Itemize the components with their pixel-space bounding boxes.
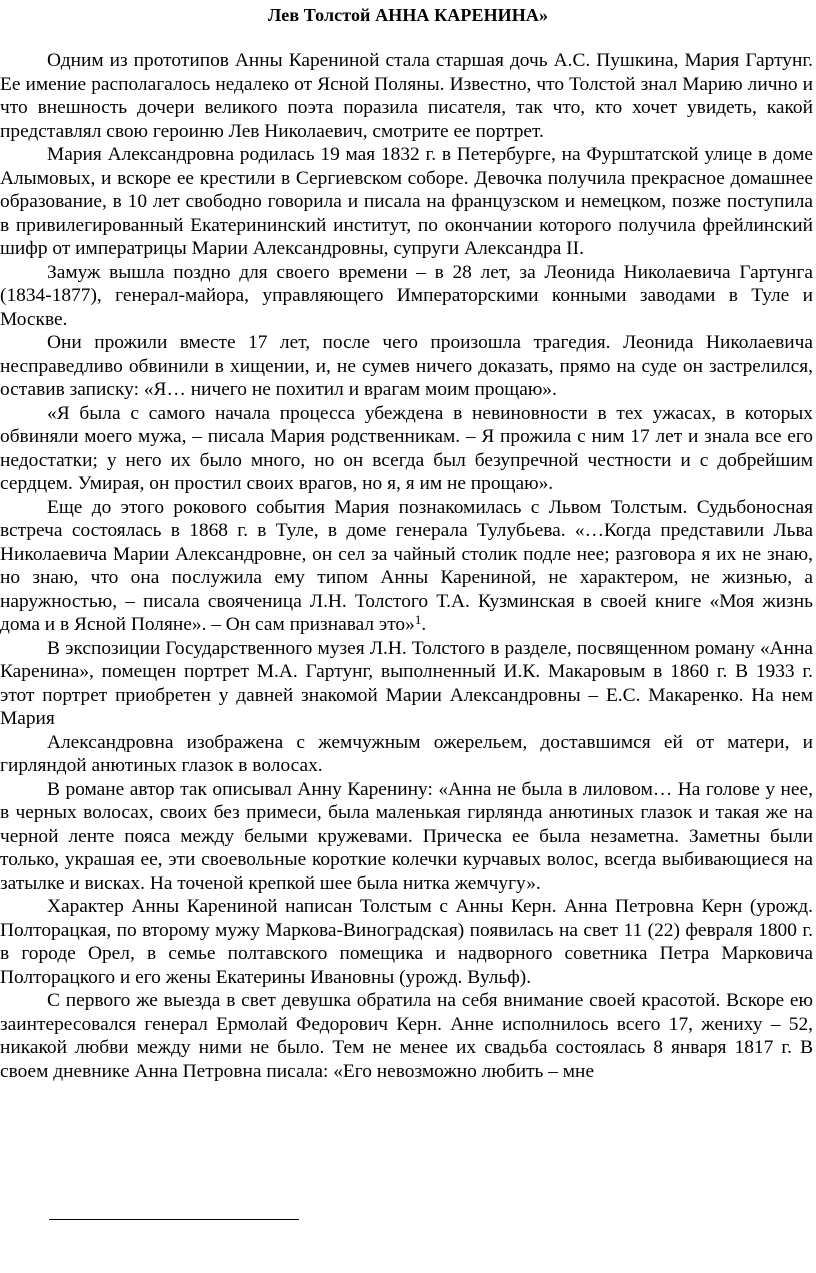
paragraph-7: В экспозиции Государственного музея Л.Н. Толстого в разделе, посвященном роману «Анна Каренина», помещен портрет М.А. Гартунг, выполненный И.К. Макаровым в 1860 г. В 1933 г. этот портрет приобретен у давней знакомой Марии Александровны – Е.С. Макаренко. На нем Мария [0, 637, 813, 729]
footnote-separator [49, 1219, 299, 1220]
footnote-reference[interactable]: 1 [414, 612, 422, 627]
paragraph-8: Александровна изображена с жемчужным ожерельем, доставшимся ей от матери, и гирляндой анютиных глазок в волосах. [0, 731, 813, 776]
paragraph-1: Одним из прототипов Анны Карениной стала старшая дочь А.С. Пушкина, Мария Гартунг. Ее имение располагалось недалеко от Ясной Поляны. Известно, что Толстой знал Марию лично и что внешность дочери великого поэта поразила писателя, так что, кто хочет увидеть, какой представлял свою героиню Лев Николаевич, смотрите ее портрет. [0, 50, 813, 142]
document-body [0, 49, 813, 1083]
paragraph-2: Мария Александровна родилась 19 мая 1832 г. в Петербурге, на Фурштатской улице в доме Алымовых, и вскоре ее крестили в Сергиевском соборе. Девочка получила прекрасное домашнее образование, в 10 лет свободно говорила и писала на французском и немецком, позже поступила в привилегированный Екатерининский институт, по окончании которого получила фрейлинский шифр от императрицы Марии Александровны, супруги Александра II. [0, 144, 813, 259]
paragraph-6-text: Еще до этого рокового события Мария познакомилась с Львом Толстым. Судьбоносная встреча состоялась в 1868 г. в Туле, в доме генерала Тулубьева. «…Когда представили Льва Николаевича Марии Александровне, он сел за чайный столик подле нее; разговора я их не знаю, но знаю, что она послужила ему типом Анны Карениной, не характером, не жизнью, а наружностью, – писала свояченица Л.Н. Толстого Т.А. Кузминская в своей книге «Моя жизнь дома и в Ясной Поляне». – Он сам признавал это» [0, 496, 813, 635]
paragraph-10: Характер Анны Карениной написан Толстым с Анны Керн. Анна Петровна Керн (урожд. Полторацкая, по второму мужу Маркова-Виноградская) появилась на свет 11 (22) февраля 1800 г. в городе Орел, в семье полтавского помещика и надворного советника Петра Марковича Полторацкого и его жены Екатерины Ивановны (урожд. Вульф). [0, 896, 813, 988]
document-title: Лев Толстой АННА КАРЕНИНА» [267, 5, 549, 25]
paragraph-6 [0, 496, 813, 637]
paragraph-6-tail: . [421, 614, 427, 635]
paragraph-4: Они прожили вместе 17 лет, после чего произошла трагедия. Леонида Николаевича несправедливо обвинили в хищении, и, не сумев ничего доказать, прямо на суде он застрелился, оставив записку: «Я… ничего не похитил и врагам моим прощаю». [0, 332, 813, 400]
paragraph-9: В романе автор так описывал Анну Каренину: «Анна не была в лиловом… На голове у нее, в черных волосах, своих без примеси, была маленькая гирлянда анютиных глазок и такая же на черной ленте пояса между белыми кружевами. Прическа ее была незаметна. Заметны были только, украшая ее, эти своевольные короткие колечки курчавых волос, всегда выбивающиеся на затылке и висках. На точеной крепкой шее была нитка жемчугу». [0, 778, 813, 894]
paragraph-5: «Я была с самого начала процесса убеждена в невиновности в тех ужасах, в которых обвиняли моего мужа, – писала Мария родственникам. – Я прожила с ним 17 лет и знала все его недостатки; у него их было много, но он всегда был безупречной честности и с добрейшим сердцем. Умирая, он простил своих врагов, но я, я им не прощаю». [0, 402, 813, 494]
paragraph-3: Замуж вышла поздно для своего времени – в 28 лет, за Леонида Николаевича Гартунга (1834-1877), генерал-майора, управляющего Императорскими конными заводами в Туле и Москве. [0, 261, 813, 330]
paragraph-11: С первого же выезда в свет девушка обратила на себя внимание своей красотой. Вскоре ею заинтересовался генерал Ермолай Федорович Керн. Анне исполнилось всего 17, жениху – 52, никакой любви между ними не было. Тем не менее их свадьба состоялась 8 января 1817 г. В своем дневнике Анна Петровна писала: «Его невозможно любить – мне [0, 990, 813, 1082]
